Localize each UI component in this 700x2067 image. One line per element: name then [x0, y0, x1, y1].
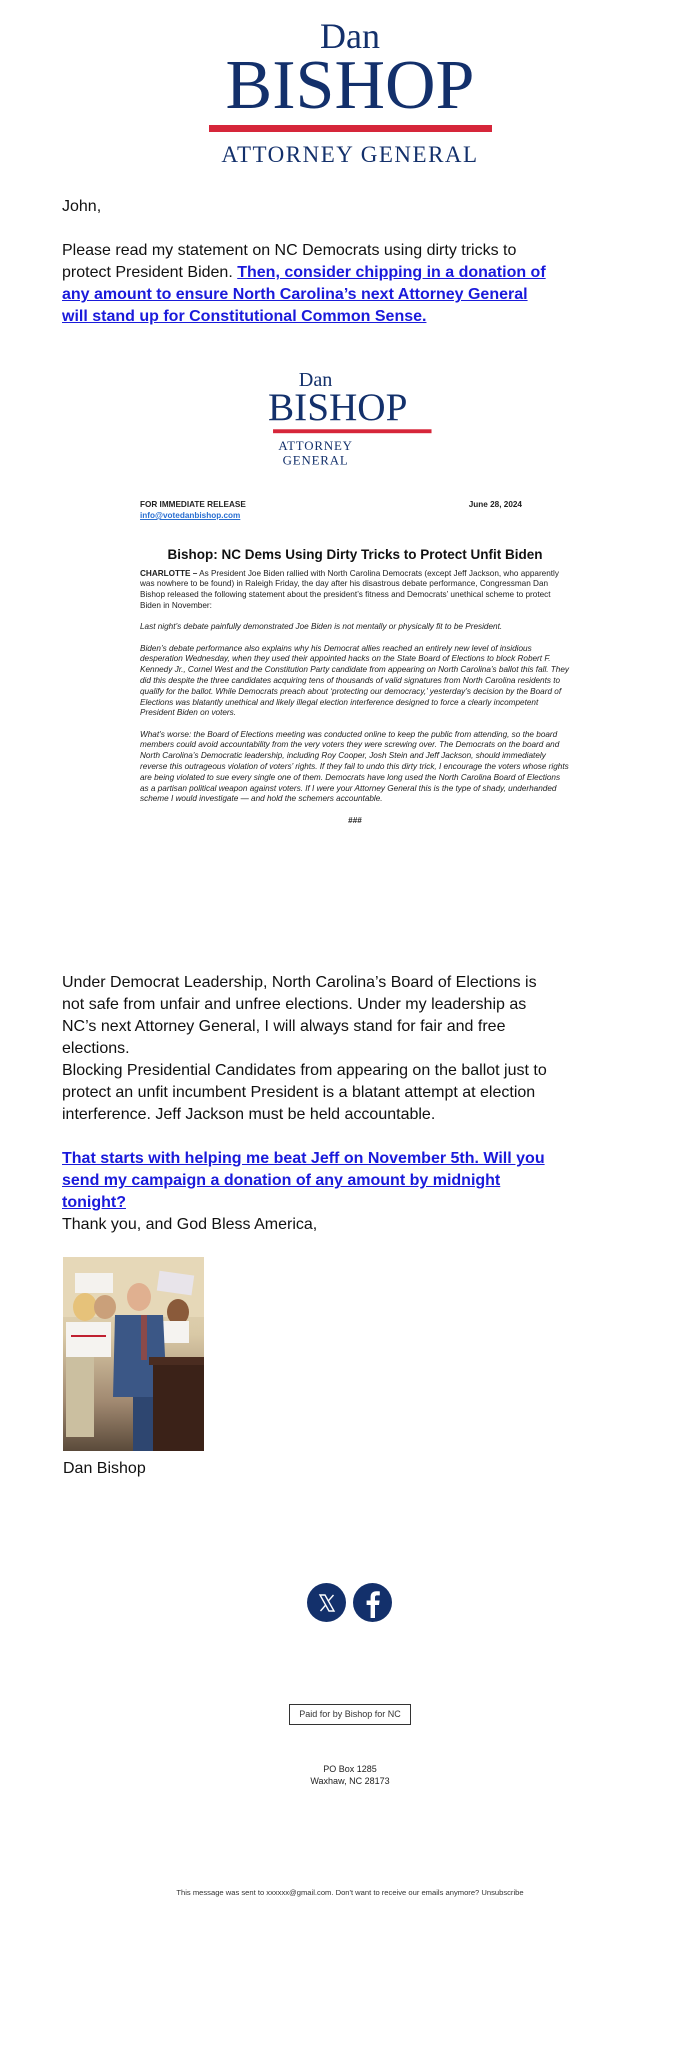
paid-for-disclaimer: Paid for by Bishop for NC: [289, 1704, 411, 1725]
photo-illustration: [63, 1257, 204, 1451]
donate-link-intro[interactable]: Then, consider chipping in a donation of any amount to ensure North Carolina’s next Attorney General will stand up for Constitutional Common Sense.: [62, 264, 546, 325]
x-icon: [317, 1593, 337, 1613]
donate-link-cta[interactable]: That starts with helping me beat Jeff on November 5th. Will you send my campaign a donation of any amount by midnight tonight?: [62, 1150, 545, 1211]
intro-paragraph: [62, 240, 554, 328]
release-email: info@votedanbishop.com: [140, 510, 241, 520]
release-dateline: CHARLOTTE –: [140, 568, 198, 578]
logo-first-name: Dan: [320, 16, 380, 56]
header-logo: [200, 12, 500, 172]
closing: Thank you, and God Bless America,: [62, 1216, 318, 1233]
press-release: [140, 500, 570, 827]
press-release-logo: [268, 366, 408, 468]
release-end-mark: ###: [348, 815, 362, 825]
release-p3: Biden’s debate performance also explains why his Democrat allies reached an entirely new level of insidious desperation Wednesday, when they used their appointed hacks on the State Board of Elections to block Robert F. Kennedy Jr., Cornel West and the Constitution Party candidate from appearing on North Carolina’s ballot this fall. They did this despite the three candidates acquiring tens of thousands of valid signatures from North Carolina residents to qualify for the ballot. While Democrats preach about ‘protecting our democracy,’ yesterday’s decision by the Board of Elections was blatantly unethical and likely illegal election interference designed to force a clearly incompetent President Biden on voters.: [140, 643, 570, 718]
release-title: Bishop: NC Dems Using Dirty Tricks to Protect Unfit Biden: [167, 546, 543, 562]
release-p2: Last night’s debate painfully demonstrated Joe Biden is not mentally or physically fit to be President.: [140, 622, 503, 632]
release-date: June 28, 2024: [468, 500, 522, 509]
footer-message: [0, 1888, 700, 1897]
intro-text: Please read my statement on NC Democrats using dirty tricks to protect President Biden.: [62, 242, 517, 281]
release-p4: What’s worse: the Board of Elections meeting was conducted online to keep the public from attending, so the board members could avoid accountability from the very voters they were screwing over. The Democrats on the board and North Carolina’s Democratic leadership, including Roy Cooper, Josh Stein and Jeff Jackson, should immediately reverse this outrageous violation of voters’ rights. If they fail to undo this dirty trick, I encourage the voters whose rights are being violated to sue every single one of them. Democrats have long used the North Carolina Board of Elections as a partisan political weapon against voters. If I were your Attorney General this is the type of shady, underhanded scheme I would investigate — and hold the schemers accountable.: [140, 729, 569, 804]
sent-to-text: This message was sent to xxxxxx@gmail.com. Don't want to receive our emails anymore?: [176, 1888, 482, 1897]
cta-paragraph: [62, 1148, 554, 1214]
unsubscribe-link[interactable]: Unsubscribe: [481, 1888, 524, 1897]
candidate-photo: [63, 1257, 204, 1451]
x-social-link[interactable]: [307, 1583, 346, 1622]
facebook-icon: [361, 1588, 385, 1618]
logo-subtitle: ATTORNEY GENERAL: [278, 438, 353, 468]
logo-last-name: BISHOP: [225, 47, 475, 124]
signature-name: Dan Bishop: [63, 1460, 146, 1477]
facebook-social-link[interactable]: [353, 1583, 392, 1622]
logo-red-bar: [209, 125, 492, 132]
release-p1: As President Joe Biden rallied with North Carolina Democrats (except Jeff Jackson, who apparently was nowhere to be found) in Raleigh Friday, the day after his disastrous debate performance, Congressman Dan Bishop released the following statement about the president’s fitness and Democrats’ unethical scheme to protect Biden in November:: [140, 568, 559, 610]
logo-last-name: BISHOP: [268, 385, 408, 429]
logo-subtitle: ATTORNEY GENERAL: [221, 142, 479, 167]
release-label: FOR IMMEDIATE RELEASE: [140, 500, 246, 509]
leadership-paragraph: Under Democrat Leadership, North Carolina’s Board of Elections is not safe from unfair and unfree elections. Under my leadership as NC’s next Attorney General, I will always stand for fair and free elections.: [62, 974, 537, 1057]
logo-first-name: Dan: [298, 368, 333, 391]
greeting: John,: [62, 198, 102, 215]
blocking-paragraph: Blocking Presidential Candidates from appearing on the ballot just to protect an unfit incumbent President is a blatant attempt at election interference. Jeff Jackson must be held accountable.: [62, 1062, 547, 1123]
mailing-address: [0, 1763, 700, 1787]
address-line-1: PO Box 1285: [323, 1764, 377, 1774]
logo-red-bar: [273, 429, 431, 433]
address-line-2: Waxhaw, NC 28173: [310, 1776, 390, 1786]
